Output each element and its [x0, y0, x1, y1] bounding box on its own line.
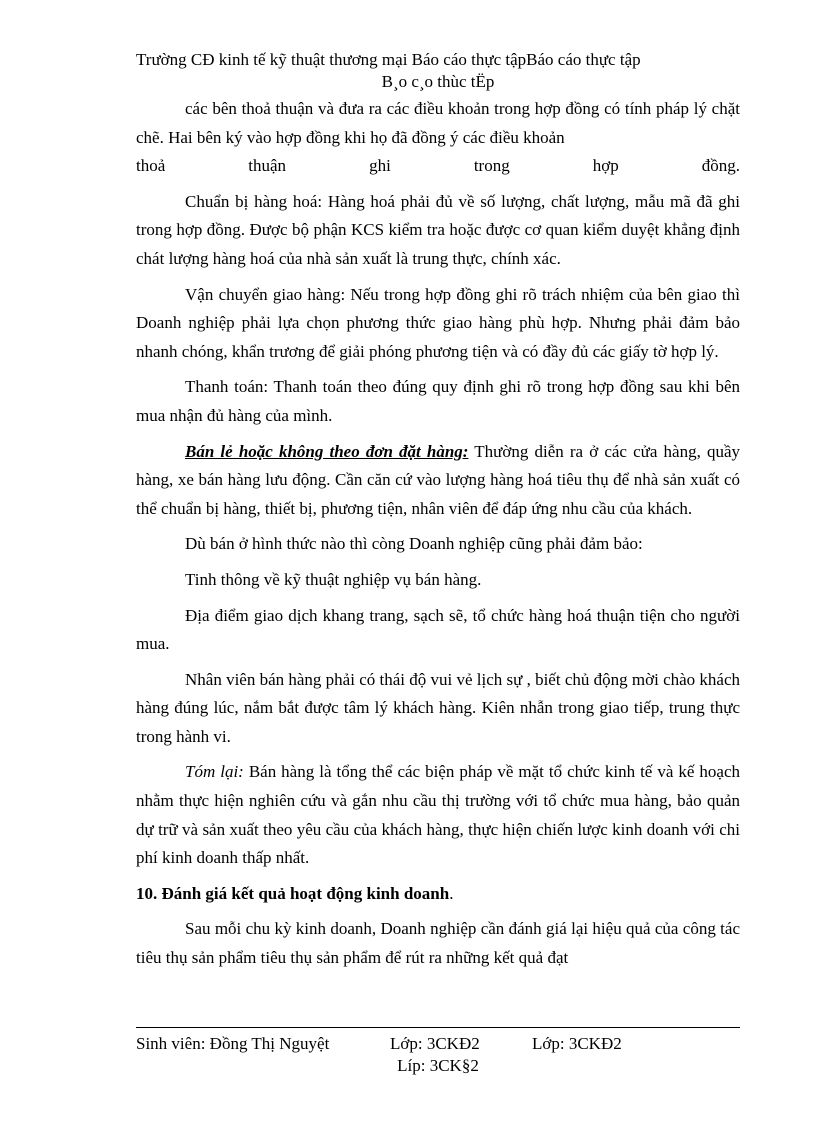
- paragraph-2: Chuẩn bị hàng hoá: Hàng hoá phải đủ về số lượng, chất lượng, mẫu mã đã ghi trong hợp đồng. Được bộ phận KCS kiểm tra hoặc được cơ quan kiểm duyệt khẳng định chát lượng hàng hoá của nhà sản xuất là trung thực, chính xác.: [136, 191, 740, 268]
- footer-divider: [136, 1027, 740, 1028]
- footer-class-2: Lớp: 3CKĐ2: [532, 1034, 622, 1053]
- page-footer: [136, 1033, 740, 1077]
- paragraph-9: Nhân viên bán hàng phải có thái độ vui vẻ lịch sự , biết chủ động mời chào khách hàng đúng lúc, nắm bắt được tâm lý khách hàng. Kiên nhẫn trong giao tiếp, trung thực trong hành vi.: [136, 669, 740, 746]
- section-heading-dot: .: [449, 883, 454, 903]
- footer-class-3: Líp: 3CK§2: [397, 1056, 479, 1075]
- document-body: [136, 95, 740, 973]
- paragraph-10-rest: Bán hàng là tổng thể các biện pháp về mặt tổ chức kinh tế và kế hoạch nhằm thực hiện nghiên cứu và gắn nhu cầu thị trường với tổ chức mua hàng, bảo quản dự trữ và sản xuất theo yêu cầu của khách hàng, thực hiện chiến lược kinh doanh với chi phí kinh doanh thấp nhất.: [136, 762, 740, 868]
- paragraph-10-lead: Tóm lại:: [185, 762, 244, 782]
- paragraph-11: Sau mỗi chu kỳ kinh doanh, Doanh nghiệp cần đánh giá lại hiệu quả của công tác tiêu thụ sản phẩm tiêu thụ sản phẩm để rút ra những kết quả đạt: [136, 919, 740, 968]
- paragraph-10: [136, 758, 740, 872]
- paragraph-1a: các bên thoả thuận và đưa ra các điều khoản trong hợp đồng có tính pháp lý chặt chẽ. Hai bên ký vào hợp đồng khi họ đã đồng ý các điều khoản: [136, 99, 740, 147]
- paragraph-7: Tinh thông về kỹ thuật nghiệp vụ bán hàng.: [185, 569, 482, 589]
- paragraph-5: [136, 438, 740, 524]
- header-line-1: Trường CĐ kinh tế kỹ thuật thương mại Báo cáo thực tậpBáo cáo thực tập: [136, 50, 641, 69]
- paragraph-8: Địa điểm giao dịch khang trang, sạch sẽ, tổ chức hàng hoá thuận tiện cho người mua.: [136, 605, 740, 654]
- paragraph-4: Thanh toán: Thanh toán theo đúng quy định ghi rõ trong hợp đồng sau khi bên mua nhận đủ hàng của mình.: [136, 377, 740, 425]
- footer-row-1: [136, 1033, 740, 1055]
- paragraph-5-rest: Thường diễn ra ở các cửa hàng, quầy hàng, xe bán hàng lưu động. Cần căn cứ vào lượng hàng hoá tiêu thụ để nhà sản xuất có thể chuẩn bị hàng, thiết bị, phương tiện, nhân viên để đáp ứng nhu cầu của khách.: [136, 441, 740, 518]
- paragraph-6: Dù bán ở hình thức nào thì còng Doanh nghiệp cũng phải đảm bảo:: [185, 534, 643, 554]
- paragraph-1b: thoả thuận ghi trong hợp đồng.: [136, 156, 740, 176]
- header-line-2: B¸o c¸o thùc tËp: [381, 72, 495, 91]
- page-header: [136, 49, 740, 93]
- section-heading-text: 10. Đánh giá kết quả hoạt động kinh doanh: [136, 883, 450, 903]
- paragraph-5-lead: Bán lẻ hoặc không theo đơn đặt hàng:: [185, 441, 469, 461]
- section-heading: [136, 880, 740, 909]
- footer-class-1: Lớp: 3CKĐ2: [390, 1034, 480, 1053]
- paragraph-3: Vận chuyển giao hàng: Nếu trong hợp đồng ghi rõ trách nhiệm của bên giao thì Doanh nghiệp phải lựa chọn phương thức giao hàng phù hợp. Nhưng phải đảm bảo nhanh chóng, khẩn trương để giải phóng phương tiện và có đầy đủ các giấy tờ hợp lý.: [136, 284, 740, 361]
- footer-student: Sinh viên: Đồng Thị Nguyệt: [136, 1034, 330, 1053]
